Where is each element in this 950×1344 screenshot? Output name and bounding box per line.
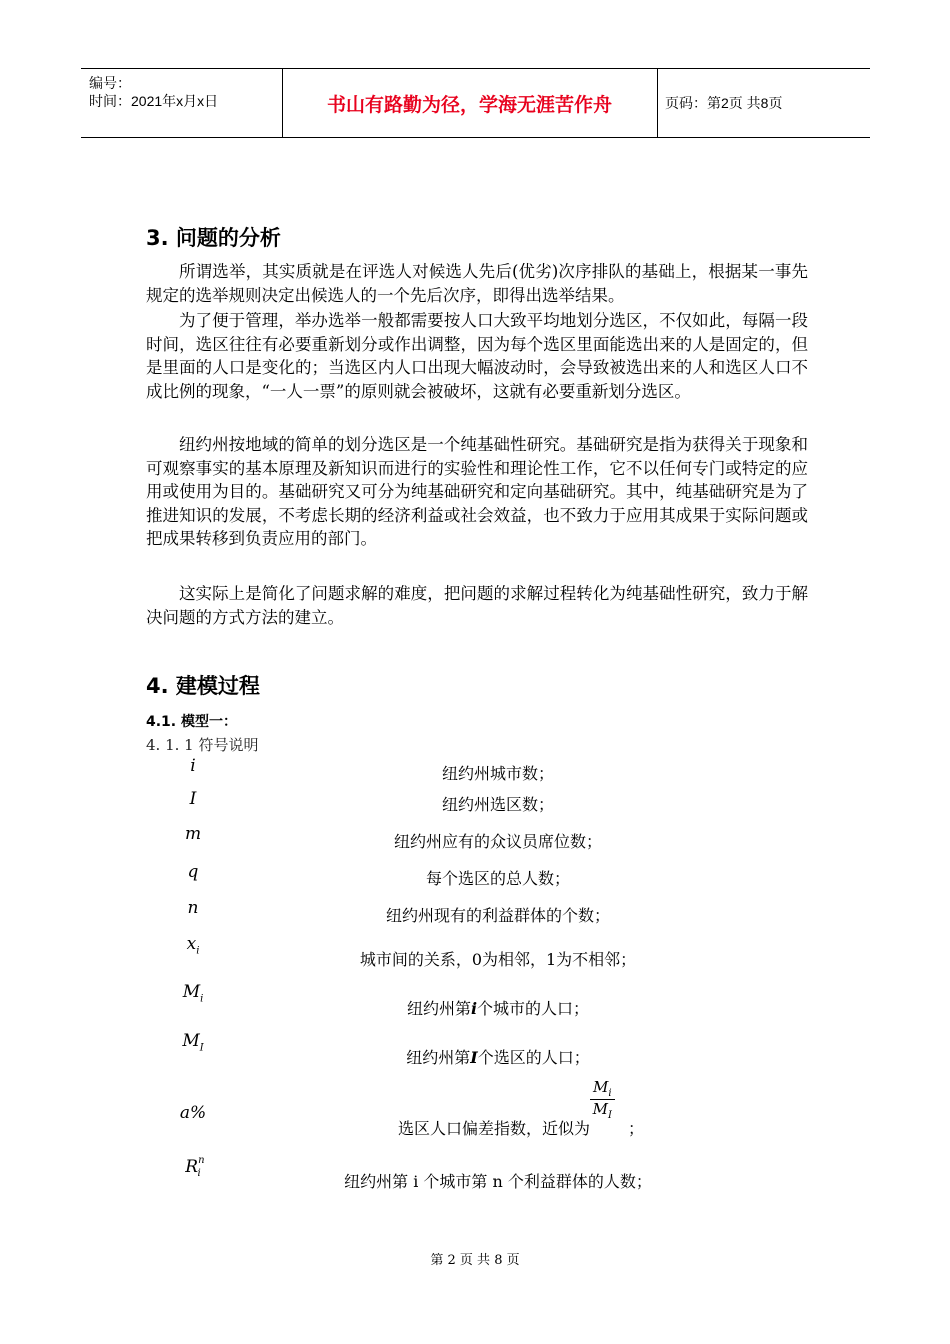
symbol-desc: 纽约州应有的众议员席位数； <box>393 832 602 851</box>
symbol-M-i: $M_i$ <box>182 982 204 1005</box>
symbol-x-i: $x_i$ <box>186 934 200 957</box>
paragraph: 为了便于管理，举办选举一般都需要按人口大致平均地划分选区，不仅如此，每隔一段时间，选区往往有必要重新划分或作出调整，因为每个选区里面能选出来的人是固定的，但是里面的人口是变化的；当选区内人口出现大幅波动时，会导致被选出来的人和选区人口不成比例的现象，“一人一票”的原则就会被破坏，这就有必要重新划分选区。 <box>146 311 808 401</box>
section3-title: 3. 问题的分析 <box>146 226 281 250</box>
symbol-desc: 纽约州现有的利益群体的个数； <box>385 906 610 925</box>
page-header <box>81 68 870 138</box>
symbol: i <box>190 756 196 776</box>
subsubsection-title: 4. 1. 1 符号说明 <box>146 736 259 754</box>
symbol-desc: 纽约州第i个城市的人口； <box>406 999 590 1018</box>
paragraph: 所谓选举，其实质就是在评选人对候选人先后(优劣)次序排队的基础上，根据某一事先规定的选举规则决定出候选人的一个先后次序，即得出选举结果。 <box>146 262 808 305</box>
symbol: n <box>187 898 199 918</box>
symbol-R-i-n: $R^n_i$ <box>185 1155 205 1180</box>
page-info: 页码：第2页 共8页 <box>665 95 783 111</box>
symbol: q <box>187 862 199 882</box>
fraction-tail: ； <box>628 1119 645 1138</box>
subsection-title: 4.1. 模型一： <box>146 714 237 730</box>
paragraph: 纽约州按地域的简单的划分选区是一个纯基础性研究。基础研究是指为获得关于现象和可观察事实的基本原理及新知识而进行的实验性和理论性工作，它不以任何专门或特定的应用或使用为目的。基础研究又可分为纯基础研究和定向基础研究。其中，纯基础研究是为了推进知识的发展，不考虑长期的经济利益或社会效益，也不致力于应用其成果于实际问题或把成果转移到负责应用的部门。 <box>146 435 808 548</box>
symbol: a% <box>179 1103 207 1123</box>
header-motto-cell <box>282 69 658 137</box>
symbol-desc: 每个选区的总人数； <box>425 869 570 888</box>
motto: 书山有路勤为径，学海无涯苦作舟 <box>326 93 612 116</box>
section4-title: 4. 建模过程 <box>146 674 260 698</box>
number-label: 编号： <box>89 75 131 91</box>
page-footer: 第 2 页 共 8 页 <box>430 1253 520 1268</box>
symbol-desc: 城市间的关系，0为相邻，1为不相邻； <box>359 950 637 969</box>
symbol-desc: 纽约州选区数； <box>441 795 554 814</box>
symbol: I <box>189 789 197 809</box>
symbol: m <box>184 824 202 844</box>
symbol-desc: 纽约州第I个选区的人口； <box>406 1048 590 1067</box>
header-left-cell <box>81 69 283 137</box>
symbol-M-I: $M_I$ <box>182 1031 204 1054</box>
symbol-desc: 选区人口偏差指数，近似为 <box>397 1119 590 1138</box>
fraction: $\frac{M_i}{M_I}$ <box>590 1078 615 1121</box>
paragraph: 这实际上是简化了问题求解的难度，把问题的求解过程转化为纯基础性研究，致力于解决问题的方式方法的建立。 <box>146 584 808 627</box>
time-label: 时间：2021年x月x日 <box>89 93 219 109</box>
symbol-desc: 纽约州城市数； <box>441 764 554 783</box>
symbol-desc: 纽约州第 i 个城市第 n 个利益群体的人数； <box>344 1172 652 1191</box>
